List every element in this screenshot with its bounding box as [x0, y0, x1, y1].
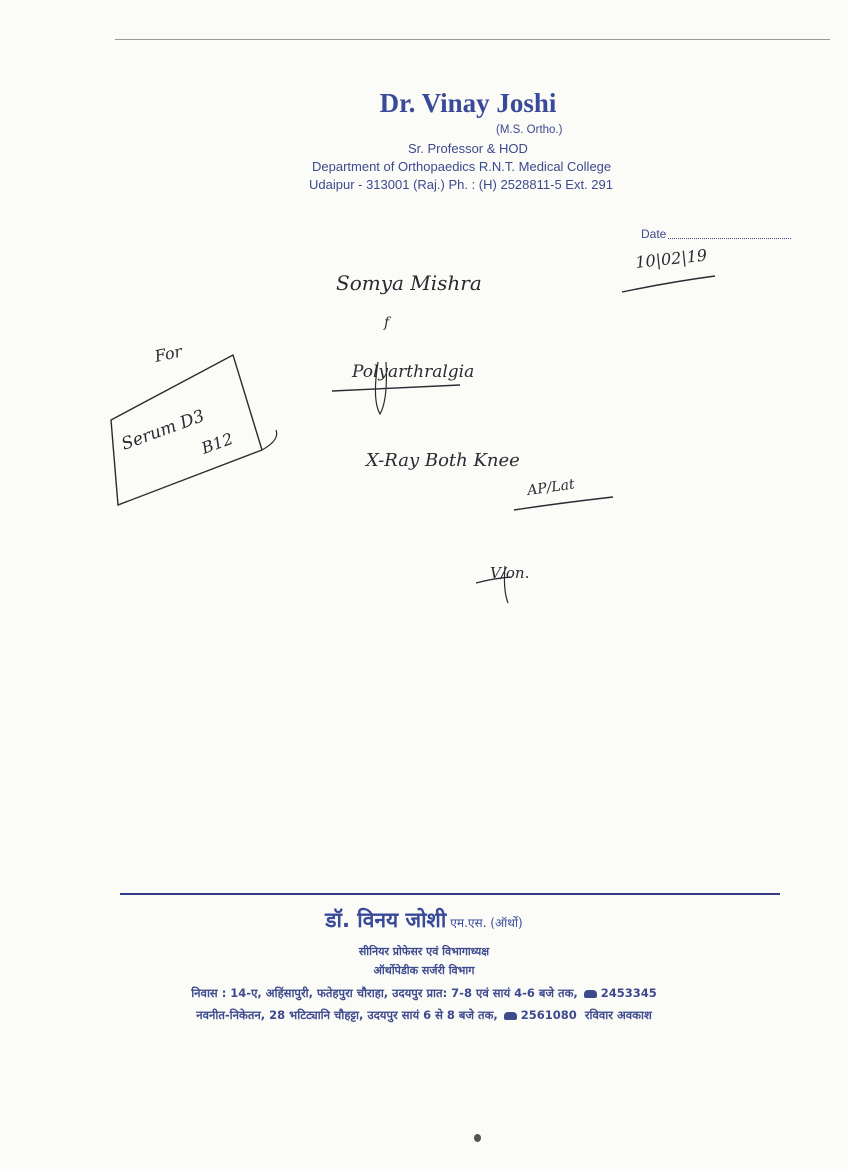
date-label: Date [641, 227, 667, 241]
footer-address-1-text: निवास : 14-ए, अहिंसापुरी, फतेहपुरा चौराहा, उदयपुर प्रात: 7-8 एवं सायं 4-6 बजे तक, [191, 986, 578, 1000]
handwritten-xray: X-Ray Both Knee [366, 450, 520, 471]
ink-mark [474, 1134, 481, 1142]
boxed-note-for: For [152, 341, 184, 366]
date-underline [622, 276, 715, 292]
doctor-degree: (M.S. Ortho.) [496, 124, 563, 136]
footer-address-1 [0, 986, 848, 1001]
handwritten-signature: V/on. [490, 564, 530, 582]
footer-title: सीनियर प्रोफेसर एवं विभागाध्यक्ष [358, 945, 490, 958]
phone-icon [504, 1012, 517, 1020]
footer-department: ऑर्थोपेडीक सर्जरी विभाग [373, 964, 475, 977]
footer-degree: एम.एस. (ऑर्थो) [450, 916, 523, 930]
footer-name [0, 906, 848, 934]
xray-underline [514, 497, 613, 510]
handwritten-diagnosis: Polyarthralgia [352, 362, 475, 382]
footer-rule [120, 893, 780, 895]
handwritten-xray-view: AP/Lat [526, 476, 576, 499]
doctor-title: Sr. Professor & HOD [408, 141, 528, 156]
footer-address-2 [0, 1008, 848, 1023]
doctor-name: Dr. Vinay Joshi [379, 88, 557, 118]
address: Udaipur - 313001 (Raj.) Ph. : (H) 2528811-5 Ext. 291 [309, 177, 613, 192]
handwritten-date: 10|02|19 [634, 245, 708, 272]
footer-name-text: डॉ. विनय जोशी [325, 908, 447, 932]
boxed-note-tail [262, 430, 277, 450]
department: Department of Orthopaedics R.N.T. Medical College [312, 159, 612, 174]
footer-holiday: रविवार अवकाश [584, 1008, 652, 1022]
handwritten-relation: f [384, 315, 390, 331]
phone-icon [584, 990, 597, 998]
diagnosis-underline [332, 385, 460, 391]
boxed-note-test1: Serum D3 [118, 406, 208, 455]
handwritten-patient: Somya Mishra [336, 271, 482, 295]
footer-address-2-text: नवनीत-निकेतन, 28 भटि‌ट्यानि चौहट्टा, उदयपुर सायं 6 से 8 बजे तक, [196, 1008, 498, 1022]
boxed-note-test2: B12 [198, 428, 236, 458]
footer-phone-2: 2561080 [520, 1008, 577, 1022]
footer-phone-1: 2453345 [600, 986, 657, 1000]
